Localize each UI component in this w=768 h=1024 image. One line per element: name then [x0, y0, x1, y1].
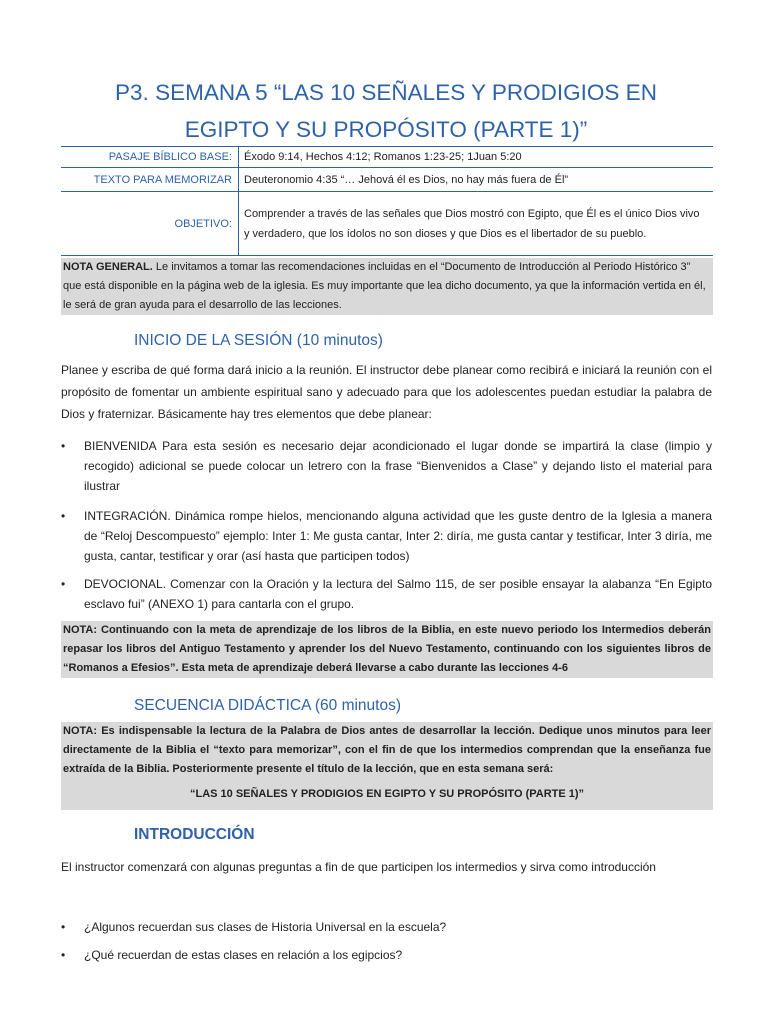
general-note-prefix: NOTA GENERAL.: [63, 261, 153, 273]
lesson-title-line-2: EGIPTO Y SU PROPÓSITO (PARTE 1)”: [184, 117, 588, 142]
list-item: [61, 574, 712, 614]
reading-note: [61, 722, 713, 810]
passage-label: PASAJE BÍBLICO BASE:: [61, 147, 239, 168]
bullet-icon: •: [61, 920, 66, 934]
question-item-text: ¿Algunos recuerdan sus clases de Historia Universal en la escuela?: [84, 920, 447, 934]
bullet-icon: •: [61, 577, 66, 591]
table-row: [61, 168, 713, 192]
reading-note-prefix: NOTA:: [63, 725, 98, 737]
integration-item-text: INTEGRACIÓN. Dinámica rompe hielos, mencionando alguna actividad que les guste dentro de la Iglesia a manera de “Reloj Descompuesto” ejemplo: Inter 1: Me gusta cantar, Inter 2: diría, me gusta cantar y testificar, Inter 3 diría, me gusta, cantar, testificar y orar (así hasta que participen todos): [84, 509, 712, 563]
list-item: [61, 436, 712, 496]
passage-value: Éxodo 9:14, Hechos 4:12; Romanos 1:23-25; 1Juan 5:20: [239, 147, 714, 168]
introduction-paragraph: El instructor comenzará con algunas preguntas a fin de que participen los intermedios y sirva como introducción: [61, 860, 656, 874]
reading-note-text: Es indispensable la lectura de la Palabra de Dios antes de desarrollar la lección. Dedique unos minutos para leer directamente de la Biblia el “texto para memorizar”, con el fin de que los intermedios comprendan que la enseñanza fue extraída de la Biblia. Posteriormente presente el título de la lección, que en esta semana será:: [63, 725, 711, 775]
memorize-value: Deuteronomio 4:35 “… Jehová él es Dios, no hay más fuera de Él”: [239, 168, 714, 192]
bullet-icon: •: [61, 948, 66, 962]
bible-note-text: Continuando con la meta de aprendizaje de los libros de la Biblia, en este nuevo periodo los Intermedios deberán repasar los libros del Antiguo Testamento y aprender los del Nuevo Testamento, continuando con los siguientes libros de “Romanos a Efesios”. Esta meta de aprendizaje deberá llevarse a cabo durante las lecciones 4-6: [63, 624, 711, 674]
table-row: [61, 147, 713, 168]
list-item: [61, 945, 712, 965]
didactic-sequence-heading: SECUENCIA DIDÁCTICA (60 minutos): [134, 697, 402, 714]
introduction-heading: INTRODUCCIÓN: [134, 826, 255, 843]
objective-value: Comprender a través de las señales que Dios mostró con Egipto, que Él es el único Dios vivo y verdadero, que los ídolos no son dioses y que Dios es el libertador de su pueblo.: [239, 192, 714, 256]
bullet-icon: •: [61, 439, 66, 453]
session-start-heading: INICIO DE LA SESIÓN (10 minutos): [134, 332, 383, 349]
welcome-item-text: BIENVENIDA Para esta sesión es necesario dejar acondicionado el lugar donde se impartirá la clase (limpio y recogido) adicional se puede colocar un letrero con la frase “Bienvenidos a Clase” y dejando listo el material para ilustrar: [84, 439, 712, 493]
bible-books-note: [61, 621, 713, 678]
lesson-title-callout: “LAS 10 SEÑALES Y PRODIGIOS EN EGIPTO Y SU PROPÓSITO (PARTE 1)”: [189, 788, 585, 800]
bible-note-prefix: NOTA:: [63, 624, 98, 636]
bullet-icon: •: [61, 509, 66, 523]
table-row: [61, 192, 713, 256]
devotional-item-text: DEVOCIONAL. Comenzar con la Oración y la lectura del Salmo 115, de ser posible ensayar la alabanza “En Egipto esclavo fui” (ANEXO 1) para cantarla con el grupo.: [84, 577, 712, 611]
list-item: [61, 506, 712, 566]
session-start-paragraph: Planee y escriba de qué forma dará inicio a la reunión. El instructor debe planear como recibirá e iniciará la reunión con el propósito de fomentar un ambiente espiritual sano y adecuado para que los adolescentes puedan estudiar la palabra de Dios y fraternizar. Básicamente hay tres elementos que debe planear:: [61, 363, 712, 421]
lesson-info-table: [61, 146, 713, 256]
list-item: [61, 917, 712, 937]
question-item-text: ¿Qué recuerdan de estas clases en relación a los egipcios?: [84, 948, 403, 962]
general-note: [61, 258, 713, 315]
memorize-label: TEXTO PARA MEMORIZAR: [61, 168, 239, 192]
objective-label: OBJETIVO:: [61, 192, 239, 256]
lesson-title: [60, 74, 712, 148]
general-note-text: Le invitamos a tomar las recomendaciones incluidas en el “Documento de Introducción al Periodo Histórico 3” que está disponible en la página web de la iglesia. Es muy importante que lea dicho documento, ya que la información vertida en él, le será de gran ayuda para el desarrollo de las lecciones.: [63, 261, 706, 311]
lesson-title-line-1: P3. SEMANA 5 “LAS 10 SEÑALES Y PRODIGIOS EN: [115, 80, 657, 105]
